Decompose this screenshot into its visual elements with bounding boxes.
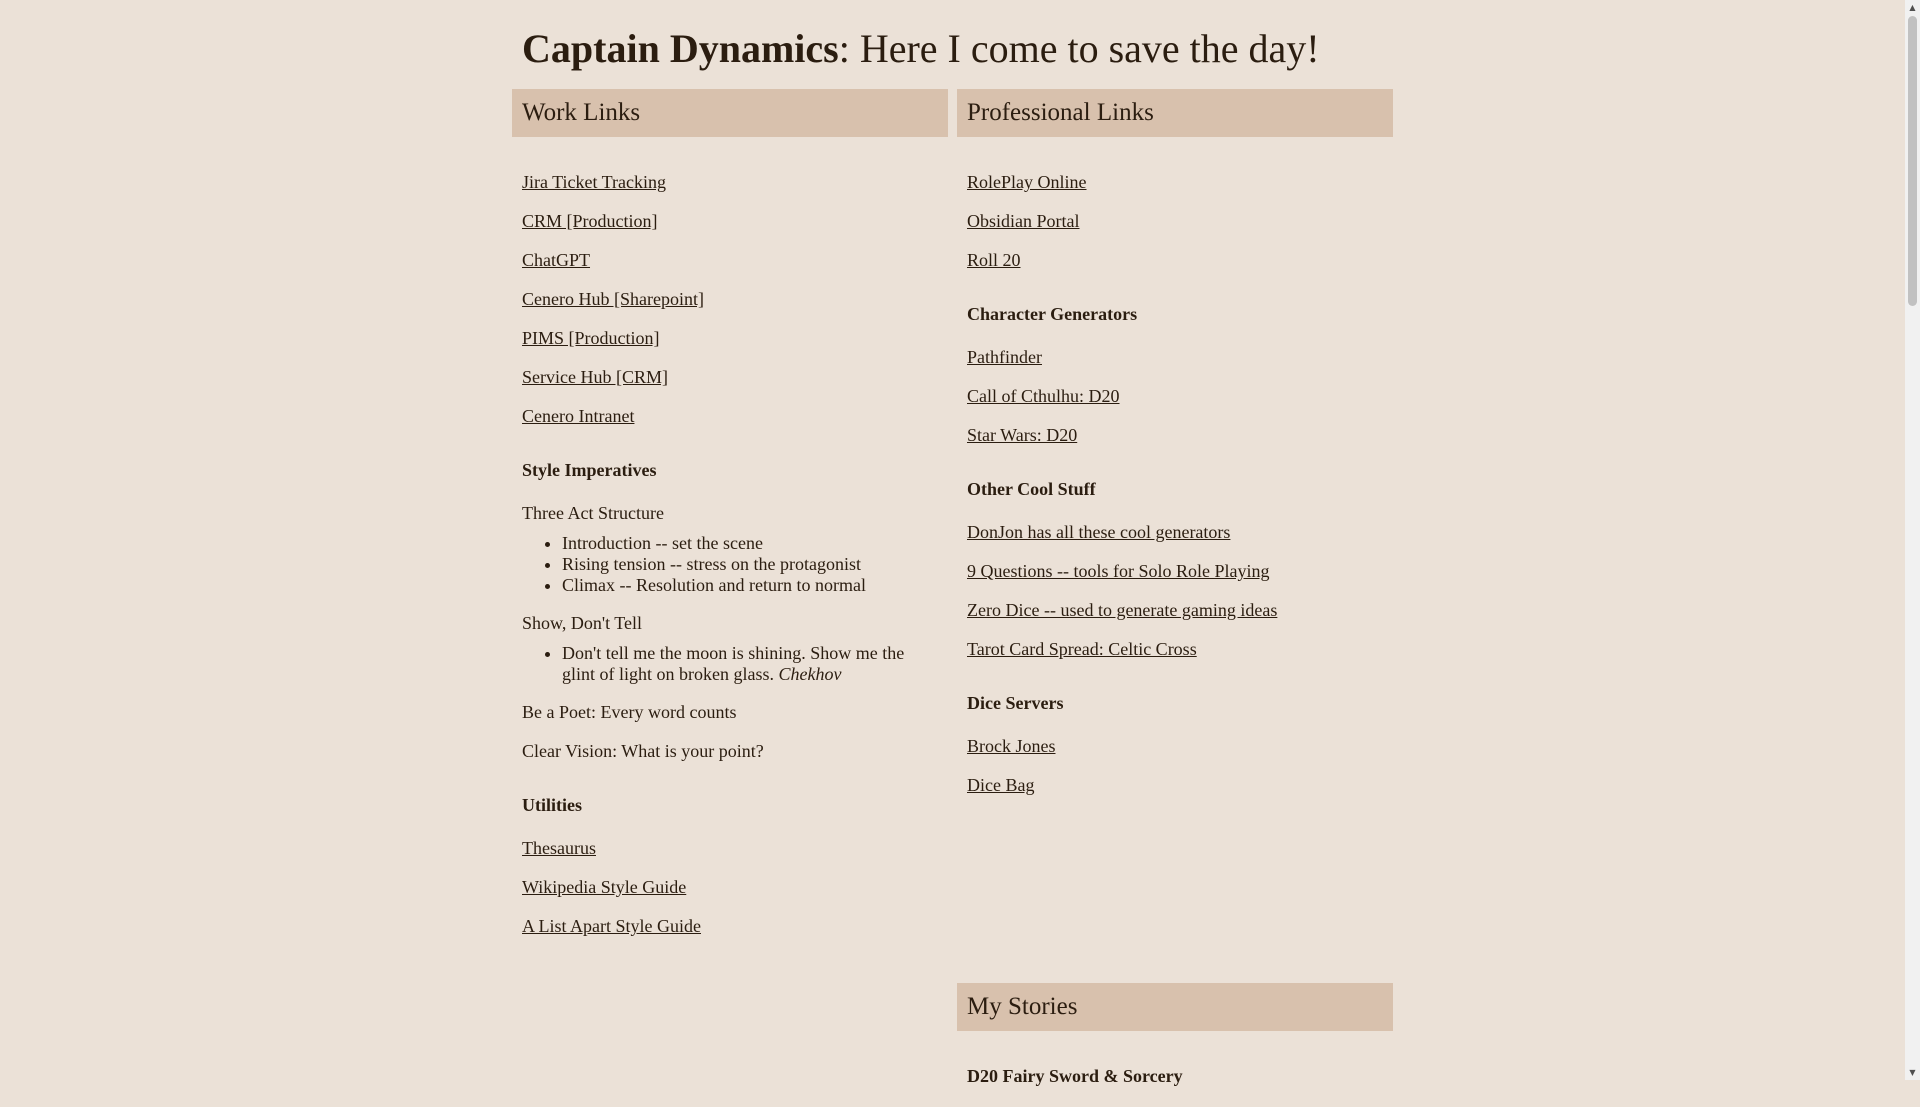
link-crm[interactable]: CRM [Production] [522,211,658,231]
poet-rule: Be a Poet: Every word counts [522,702,737,722]
link-wikipedia-style-guide[interactable]: Wikipedia Style Guide [522,877,687,897]
utilities-heading: Utilities [522,795,582,815]
professional-links-list [957,137,1393,797]
link-9-questions[interactable]: 9 Questions -- tools for Solo Role Playing [967,561,1270,581]
story-heading: D20 Fairy Sword & Sorcery [967,1066,1183,1086]
title-tagline: : Here I come to save the day! [838,26,1320,71]
link-dice-bag[interactable]: Dice Bag [967,775,1035,795]
link-donjon[interactable]: DonJon has all these cool generators [967,522,1231,542]
link-pathfinder[interactable]: Pathfinder [967,347,1042,367]
my-stories-section [957,983,1393,1107]
style-imperatives-heading: Style Imperatives [522,460,657,480]
list-item [562,643,938,685]
scroll-up-icon[interactable]: ▲ [1909,3,1916,12]
my-stories-heading: My Stories [957,983,1393,1031]
work-links-list [512,137,948,938]
link-service-hub[interactable]: Service Hub [CRM] [522,367,668,387]
link-cenero-hub[interactable]: Cenero Hub [Sharepoint] [522,289,704,309]
clear-vision-rule: Clear Vision: What is your point? [522,741,764,761]
page-title [522,24,1320,74]
professional-links-heading: Professional Links [957,89,1393,137]
work-links-column [512,89,948,953]
list-item: • Rising tension -- stress on the protagonist [562,554,938,575]
link-zero-dice[interactable]: Zero Dice -- used to generate gaming ideas [967,600,1278,620]
link-cenero-intranet[interactable]: Cenero Intranet [522,406,635,426]
other-cool-stuff-heading: Other Cool Stuff [967,479,1096,499]
quote-author: Chekhov [778,664,842,684]
link-list-apart-style-guide[interactable]: A List Apart Style Guide [522,916,701,936]
scrollbar-thumb[interactable] [1908,16,1917,306]
link-obsidian-portal[interactable]: Obsidian Portal [967,211,1080,231]
dice-servers-heading: Dice Servers [967,693,1064,713]
quote-text: Don't tell me the moon is shining. Show me the glint of light on broken glass. [562,643,905,684]
link-jira[interactable]: Jira Ticket Tracking [522,172,667,192]
link-tarot-celtic-cross[interactable]: Tarot Card Spread: Celtic Cross [967,639,1197,659]
link-call-of-cthulhu[interactable]: Call of Cthulhu: D20 [967,386,1120,406]
show-dont-tell-list [522,643,938,685]
character-generators-heading: Character Generators [967,304,1138,324]
link-pims[interactable]: PIMS [Production] [522,328,660,348]
link-roleplay-online[interactable]: RolePlay Online [967,172,1087,192]
scroll-down-icon[interactable]: ▼ [1909,1068,1916,1077]
link-thesaurus[interactable]: Thesaurus [522,838,596,858]
title-name: Captain Dynamics [522,26,839,71]
vertical-scrollbar[interactable] [1905,0,1920,1080]
three-act-list [522,533,938,596]
list-item: • Introduction -- set the scene [562,533,938,554]
my-stories-list [957,1031,1393,1088]
link-roll20[interactable]: Roll 20 [967,250,1021,270]
link-chatgpt[interactable]: ChatGPT [522,250,591,270]
show-dont-tell-label: Show, Don't Tell [522,613,642,633]
work-links-heading: Work Links [512,89,948,137]
list-item: • Climax -- Resolution and return to normal [562,575,938,596]
three-act-label: Three Act Structure [522,503,664,523]
link-brock-jones[interactable]: Brock Jones [967,736,1056,756]
professional-links-column [957,89,1393,812]
link-star-wars[interactable]: Star Wars: D20 [967,425,1078,445]
